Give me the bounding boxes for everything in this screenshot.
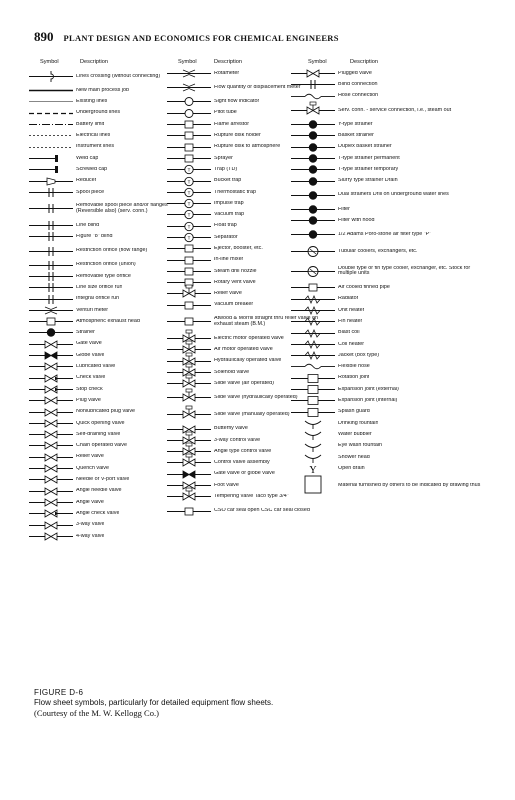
slurry-strainer-icon — [290, 176, 336, 187]
lubricated-valve-icon — [28, 361, 74, 372]
slide-valve-hydraulic-icon — [166, 392, 212, 403]
symbol-row — [290, 316, 490, 327]
symbol-row — [290, 215, 490, 226]
symbol-description: Expansion joint (internal) — [338, 398, 398, 404]
symbol-description: Instrument lines — [76, 144, 115, 150]
symbol-description: T-type strainer permanent — [338, 155, 400, 161]
symbol-description: 1/2 Adams Poro-stone air filter type "P" — [338, 231, 432, 237]
vacuum-trap-icon — [166, 209, 212, 220]
symbol-row — [28, 519, 198, 530]
symbol-row — [290, 204, 490, 215]
symbol-description: Figure "8" blind — [76, 234, 113, 240]
symbol-description: T-type strainer temporary — [338, 166, 399, 172]
symbol-description: Fin heater — [338, 319, 363, 324]
symbol-description: Hydraulically operated valve — [214, 358, 282, 364]
symbol-description: 4-way valve — [76, 533, 105, 539]
symbol-description: Spool piece — [76, 189, 105, 195]
symbol-description: Filter with hood — [338, 217, 375, 223]
symbol-description: Rotameter — [214, 70, 240, 76]
filter-icon — [290, 204, 336, 215]
symbol-description: Blind connection — [338, 82, 378, 88]
symbol-description: Relief valve — [214, 291, 242, 297]
svg-text:Y: Y — [309, 465, 317, 477]
symbol-description: Check valve — [76, 375, 106, 381]
underground-line-icon — [28, 108, 74, 119]
float-trap-icon — [166, 221, 212, 232]
stop-check-icon — [28, 384, 74, 395]
symbol-description: Material furnished by others to be indicated by drawing thus — [338, 482, 481, 488]
symbol-column-3 — [290, 68, 490, 496]
symbol-description: In-line mixer — [214, 257, 244, 263]
symbol-description: Foot valve — [214, 482, 239, 488]
symbol-description: Drinking fountain — [338, 420, 379, 426]
symbol-description: Integral orifice run — [76, 296, 120, 302]
symbol-row — [290, 395, 490, 406]
symbol-description: Plugged valve — [338, 70, 372, 76]
symbol-description: Air cooled finned pipe — [338, 285, 390, 291]
symbol-description: Electric motor operated valve — [214, 335, 284, 341]
svg-text:T: T — [187, 235, 191, 241]
impulse-trap-icon — [166, 198, 212, 209]
symbol-description: Sprayer — [214, 155, 233, 161]
symbol-description: Tubular coolers, exchangers, etc. — [338, 248, 418, 254]
symbol-description: 3-way valve — [76, 522, 105, 528]
symbol-description: Stop check — [76, 386, 103, 392]
symbol-row — [290, 361, 490, 372]
symbol-description: Butterfly valve — [214, 426, 248, 432]
caption-credit: (Courtesy of the M. W. Kellogg Co.) — [34, 708, 159, 718]
svg-text:T: T — [187, 167, 191, 173]
symbol-description: Angle check valve — [76, 510, 120, 516]
symbol-row — [290, 407, 490, 418]
symbol-description: Eye wash fountain — [338, 443, 383, 449]
butterfly-valve-icon — [28, 407, 74, 418]
self-draining-valve-icon — [28, 429, 74, 440]
symbol-row — [290, 418, 490, 429]
caption-text: Flow sheet symbols, particularly for detailed equipment flow sheets. — [34, 698, 274, 707]
angle-needle-valve-icon — [28, 486, 74, 497]
drinking-fountain-icon — [290, 418, 336, 429]
steam-exhaust-icon — [166, 266, 212, 277]
check-valve-icon — [28, 373, 74, 384]
basket-strainer-icon — [290, 130, 336, 141]
symbol-description: Hose connection — [338, 93, 379, 99]
instrument-line-icon — [28, 142, 74, 153]
figure-label: FIGURE D-6 — [34, 688, 84, 697]
page-header — [34, 28, 494, 46]
symbol-row — [290, 153, 490, 164]
needle-valve-icon — [28, 474, 74, 485]
symbol-description: Line blind — [76, 222, 100, 228]
symbol-row — [290, 187, 490, 204]
symbol-description: Open drain — [338, 465, 365, 471]
in-line-mixer-icon — [166, 255, 212, 266]
symbol-description: Relief valve — [76, 454, 104, 460]
hose-connection-icon — [290, 91, 336, 102]
symbol-description: Electrical lines — [76, 133, 111, 139]
car-seal-icon — [166, 506, 212, 517]
dual-strainers-icon — [290, 190, 336, 201]
svg-text:T: T — [187, 190, 191, 196]
plugged-valve-icon — [290, 68, 336, 79]
spool-piece-icon — [28, 187, 74, 198]
symbol-row — [290, 243, 490, 260]
strainer-icon — [28, 327, 74, 338]
symbol-description: Thermostatic trap — [214, 189, 256, 195]
symbol-description: Steam drill nozzle — [214, 268, 257, 274]
blast-coil-icon — [290, 328, 336, 339]
symbol-row — [290, 294, 490, 305]
symbol-description: 3-way control valve — [214, 437, 261, 443]
symbol-description: Ejector, booster, etc. — [214, 246, 263, 251]
page-number: 890 — [34, 29, 54, 44]
sprayer-icon — [166, 153, 212, 164]
symbol-row — [290, 282, 490, 293]
eye-wash-icon — [290, 441, 336, 452]
symbol-description: Flow quantity or displacement meter — [214, 85, 301, 90]
symbol-row — [290, 463, 490, 477]
symbol-row — [290, 130, 490, 141]
rotation-joint-icon — [290, 373, 336, 384]
trap-icon — [166, 164, 212, 175]
symbol-description: Nonlubricated plug valve — [76, 409, 136, 415]
symbol-row — [290, 384, 490, 395]
existing-line-icon — [28, 96, 74, 107]
symbol-row — [290, 339, 490, 350]
gate-valve-icon — [28, 339, 74, 350]
flexible-hose-icon — [290, 361, 336, 372]
expansion-joint-ext-icon — [290, 384, 336, 395]
symbol-row — [290, 119, 490, 130]
symbol-description: Expansion joint (external) — [338, 386, 399, 392]
chain-valve-icon — [28, 440, 74, 451]
running-title: PLANT DESIGN AND ECONOMICS FOR CHEMICAL ENGINEERS — [63, 33, 339, 43]
symbol-description: Venturi meter — [76, 307, 109, 313]
duplex-strainer-icon — [290, 142, 336, 153]
symbol-description: Restriction orifice (union) — [76, 262, 136, 268]
exhaust-head-icon — [28, 316, 74, 327]
plug-valve-icon — [28, 395, 74, 406]
symbol-description: Vacuum trap — [214, 212, 245, 218]
expansion-joint-int-icon — [290, 395, 336, 406]
quick-opening-valve-icon — [28, 418, 74, 429]
flame-arrestor-icon — [166, 119, 212, 130]
symbol-row — [290, 373, 490, 384]
symbol-row — [290, 175, 490, 186]
ejector-icon — [166, 243, 212, 254]
sight-flow-indicator-icon — [166, 96, 212, 107]
symbol-description: Sight flow indicator — [214, 99, 260, 105]
relief-valve-icon — [28, 452, 74, 463]
symbol-description: Slide valve (air operated) — [214, 380, 274, 386]
symbol-description: Removable type orifice — [76, 273, 131, 279]
angle-valve-icon — [28, 497, 74, 508]
symbol-description: Double type or fin type cooler, exchanger, etc. Stock for multiple units — [338, 265, 471, 277]
adams-filter-icon — [290, 229, 336, 240]
symbol-description: Existing lines — [76, 99, 108, 105]
col2-description-header: Description — [214, 59, 242, 65]
col2-symbol-header: Symbol — [178, 59, 197, 65]
symbol-description: Air motor operated valve — [214, 347, 273, 353]
symbol-description: Trap (TD) — [214, 166, 238, 172]
symbol-description: Rupture disk holder — [214, 133, 261, 139]
symbol-description: Slurry type strainer Drain — [338, 178, 398, 184]
radiator-icon — [290, 294, 336, 305]
fin-heater-icon — [290, 316, 336, 327]
symbol-description: Pitot tube — [214, 110, 237, 116]
symbol-description: Chain operated valve — [76, 443, 127, 449]
symbol-row — [290, 327, 490, 338]
pitot-tube-icon — [166, 108, 212, 119]
symbol-description: Y-type strainer — [338, 121, 373, 127]
col1-symbol-header: Symbol — [40, 59, 59, 65]
symbol-description: Jacket (box type) — [338, 352, 380, 358]
symbol-description: Rupture disk to atmosphere — [214, 144, 281, 150]
flow-quantity-meter-icon — [166, 82, 212, 93]
col3-symbol-header: Symbol — [308, 59, 327, 65]
globe-valve-icon — [28, 350, 74, 361]
symbol-description: Strainer — [76, 330, 95, 336]
symbol-description: Screwed cap — [76, 166, 108, 172]
symbol-description: Reducer — [76, 178, 97, 184]
restriction-orifice-union-icon — [28, 260, 74, 271]
svg-text:T: T — [187, 201, 191, 207]
orifice-run-icon — [28, 294, 74, 305]
one-way-orifice-icon — [28, 282, 74, 293]
figure-8-blind-icon — [28, 231, 74, 242]
y-strainer-icon — [290, 119, 336, 130]
symbol-description: CSO car seal open CSC car seal closed — [214, 508, 310, 514]
symbol-row — [290, 305, 490, 316]
symbol-description: Lubricated valve — [76, 364, 116, 370]
new-line-icon — [28, 85, 74, 96]
filter-hood-icon — [290, 215, 336, 226]
symbol-description: Weld cap — [76, 155, 99, 161]
symbol-description: Gate valve — [76, 341, 102, 347]
blind-connection-icon — [290, 79, 336, 90]
t-strainer-temporary-icon — [290, 164, 336, 175]
symbol-description: Gate valve or globe valve — [214, 471, 275, 477]
reducer-icon — [28, 176, 74, 187]
by-others-icon — [290, 480, 336, 491]
service-connection-icon — [290, 105, 336, 116]
line-crossing-icon — [28, 71, 74, 82]
t-strainer-permanent-icon — [290, 153, 336, 164]
symbol-description: Removable spool piece and/or flanges (Reversible also) (serv. conn.) — [76, 203, 168, 214]
symbol-description: Unit heater — [338, 307, 365, 313]
symbol-description: Rotation joint — [338, 375, 370, 381]
angle-check-valve-icon — [28, 508, 74, 519]
symbol-description: Float trap — [214, 223, 237, 229]
tubular-cooler-icon — [290, 246, 336, 257]
symbol-row — [290, 429, 490, 440]
symbol-description: Angle valve — [76, 499, 104, 505]
restriction-orifice-icon — [28, 246, 74, 257]
symbol-row — [290, 260, 490, 282]
symbol-description: Splash guard — [338, 409, 370, 415]
symbol-description: Solenoid valve — [214, 369, 250, 375]
separator-icon — [166, 232, 212, 243]
screwed-cap-icon — [28, 164, 74, 175]
symbol-description: Angle needle valve — [76, 488, 122, 494]
svg-text:T: T — [187, 178, 191, 184]
four-way-valve-icon — [28, 531, 74, 542]
symbol-description: Needle or V-port valve — [76, 477, 130, 483]
symbol-description: Slide valve (manually operated) — [214, 412, 290, 418]
electrical-line-icon — [28, 130, 74, 141]
symbol-description: Flexible hose — [338, 364, 370, 370]
symbol-description: Quench valve — [76, 465, 109, 471]
rupture-disk-icon — [166, 130, 212, 141]
symbol-description: Coil heater — [338, 341, 365, 347]
symbol-row — [290, 226, 490, 243]
venturi-meter-icon — [28, 305, 74, 316]
splash-guard-icon — [290, 407, 336, 418]
water-bubbler-icon — [290, 429, 336, 440]
symbol-description: Tempering valve Taco type 3/4" — [214, 494, 289, 500]
symbol-row — [290, 452, 490, 463]
quench-valve-icon — [28, 463, 74, 474]
figure-caption — [34, 688, 474, 718]
symbol-description: Lines crossing (without connecting) — [76, 73, 161, 79]
symbol-row — [290, 79, 490, 90]
battery-limit-icon — [28, 119, 74, 130]
symbol-description: Flame arrestor — [214, 121, 250, 127]
symbol-description: Slide valve (hydraulically operated) — [214, 395, 298, 401]
symbol-description: Battery limit — [76, 121, 105, 127]
symbol-row — [28, 531, 198, 542]
rupture-disk-atm-icon — [166, 142, 212, 153]
symbol-description: Globe valve — [76, 352, 105, 358]
symbol-description: Atmospheric exhaust head — [76, 318, 140, 324]
symbol-description: Control valve assembly — [214, 460, 270, 466]
symbol-description: Impulse trap — [214, 200, 244, 206]
symbol-description: Dual strainers Drill on underground water lines — [338, 192, 449, 198]
symbol-description: Rotary vent valve — [214, 279, 256, 285]
symbol-description: Line size orifice run — [76, 285, 123, 290]
fin-cooler-icon — [290, 266, 336, 277]
symbol-description: Radiator — [338, 296, 359, 302]
symbol-row — [290, 102, 490, 119]
open-drain-icon — [290, 463, 336, 477]
symbol-description: Angle type control valve — [214, 448, 272, 454]
symbol-description: Quick opening valve — [76, 420, 125, 426]
symbol-description: Vacuum breaker — [214, 302, 254, 308]
symbol-description: Bucket trap — [214, 178, 242, 184]
air-cooled-pipe-icon — [290, 282, 336, 293]
col1-description-header: Description — [80, 59, 108, 65]
gate-globe-icon — [166, 469, 212, 480]
symbol-description: Shower head — [338, 454, 370, 460]
symbol-description: New main process job — [76, 87, 130, 93]
relief-valve-rv-icon — [166, 288, 212, 299]
slide-valve-manual-icon — [166, 409, 212, 420]
atwood-morrill-icon — [166, 316, 212, 327]
rotameter-icon — [166, 68, 212, 79]
symbol-row — [166, 503, 336, 520]
symbol-row — [290, 91, 490, 102]
symbol-row — [290, 68, 490, 79]
line-blind-icon — [28, 220, 74, 231]
symbol-description: Atwood & Morrill straight thru relief valve on exhaust steam (B.M.) — [214, 316, 318, 327]
weld-cap-icon — [28, 153, 74, 164]
symbol-description: Plug valve — [76, 397, 101, 403]
symbol-description: Restriction orifice (flow range) — [76, 248, 148, 254]
symbol-row — [290, 350, 490, 361]
symbol-description: Filter — [338, 206, 350, 212]
symbol-row — [290, 141, 490, 152]
bucket-trap-icon — [166, 176, 212, 187]
symbol-description: Basket strainer — [338, 133, 374, 139]
unit-heater-icon — [290, 305, 336, 316]
tempering-valve-icon — [166, 491, 212, 502]
symbol-row — [290, 474, 490, 496]
coil-heater-icon — [290, 339, 336, 350]
symbol-description: Duplex basket strainer — [338, 144, 392, 150]
symbol-description: Water bubbler — [338, 431, 372, 437]
control-assembly-icon — [166, 457, 212, 468]
symbol-row — [290, 440, 490, 451]
jacket-heater-icon — [290, 350, 336, 361]
svg-text:T: T — [187, 224, 191, 230]
symbol-description: Underground lines — [76, 110, 121, 116]
removable-orifice-icon — [28, 271, 74, 282]
symbol-description: Blast coil — [338, 330, 360, 336]
vacuum-breaker-icon — [166, 300, 212, 311]
symbol-description: Separator — [214, 234, 238, 240]
symbol-row — [290, 164, 490, 175]
symbol-description: Self-draining valve — [76, 431, 121, 437]
spool-flanges-icon — [28, 203, 74, 214]
thermostatic-trap-icon — [166, 187, 212, 198]
svg-text:T: T — [187, 212, 191, 218]
shower-head-icon — [290, 452, 336, 463]
three-way-valve-icon — [28, 520, 74, 531]
symbol-description: Serv. conn. - service connection, i.e., steam out — [338, 107, 452, 113]
slide-valve-air-icon — [166, 378, 212, 389]
col3-description-header: Description — [350, 59, 378, 65]
